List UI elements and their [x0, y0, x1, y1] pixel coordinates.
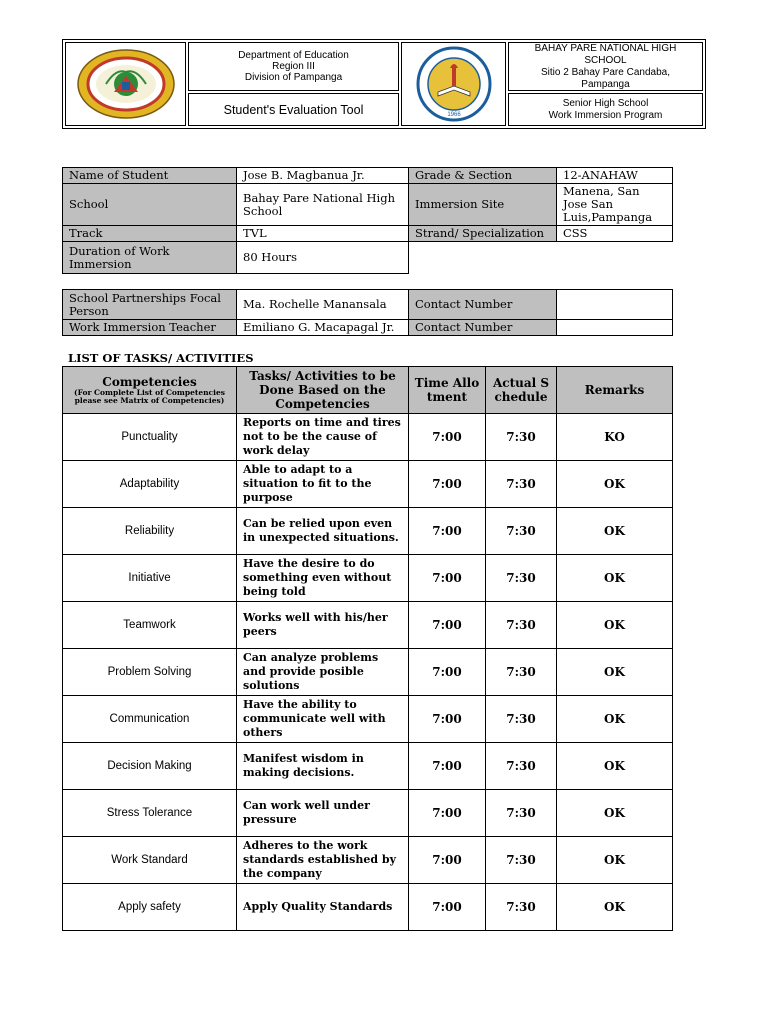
remarks-cell: OK [557, 790, 673, 837]
task-cell: Have the desire to do something even without being told [237, 555, 409, 602]
deped-logo-cell [65, 42, 186, 126]
table-row [63, 461, 673, 508]
task-cell: Reports on time and tires not to be the cause of work delay [237, 414, 409, 461]
grade-value: 12-ANAHAW [557, 168, 673, 184]
tasks-section-title: LIST OF TASKS/ ACTIVITIES [68, 351, 254, 365]
task-cell: Have the ability to communicate well with others [237, 696, 409, 743]
time-cell: 7:00 [409, 414, 486, 461]
dept-line3: Division of Pampanga [244, 72, 343, 83]
time-cell: 7:00 [409, 884, 486, 931]
actual-cell: 7:30 [486, 696, 557, 743]
tool-title-cell [188, 93, 399, 126]
task-cell: Can work well under pressure [237, 790, 409, 837]
task-cell: Manifest wisdom in making decisions. [237, 743, 409, 790]
actual-cell: 7:30 [486, 414, 557, 461]
table-row [63, 696, 673, 743]
remarks-cell: OK [557, 649, 673, 696]
duration-value: 80 Hours [237, 242, 409, 274]
tasks-table [62, 366, 673, 931]
focal-contact-label: Contact Number [409, 290, 557, 320]
deped-seal-icon [76, 48, 176, 120]
remarks-cell: OK [557, 555, 673, 602]
header-competencies [63, 367, 237, 414]
empty-space [409, 242, 673, 274]
department-cell [188, 42, 399, 91]
actual-cell: 7:30 [486, 884, 557, 931]
actual-cell: 7:30 [486, 461, 557, 508]
actual-cell: 7:30 [486, 743, 557, 790]
teacher-contact-label: Contact Number [409, 320, 557, 336]
actual-cell: 7:30 [486, 555, 557, 602]
school-value: Bahay Pare National High School [237, 184, 409, 226]
dept-line1: Department of Education [238, 50, 349, 61]
table-row [63, 743, 673, 790]
table-row [63, 790, 673, 837]
remarks-cell: OK [557, 696, 673, 743]
site-label: Immersion Site [409, 184, 557, 226]
time-cell: 7:00 [409, 461, 486, 508]
school-name-cell [508, 42, 703, 91]
svg-text:1966: 1966 [446, 112, 461, 118]
program-line2: Work Immersion Program [548, 109, 663, 121]
tasks-body [63, 414, 673, 931]
track-value: TVL [237, 226, 409, 242]
competency-cell: Stress Tolerance [63, 790, 237, 837]
school-name-line2: SCHOOL [584, 54, 627, 66]
competency-cell: Communication [63, 696, 237, 743]
competency-cell: Reliability [63, 508, 237, 555]
duration-label: Duration of Work Immersion [63, 242, 237, 274]
strand-value: CSS [557, 226, 673, 242]
remarks-cell: OK [557, 508, 673, 555]
task-cell: Can be relied upon even in unexpected situations. [237, 508, 409, 555]
table-row [63, 602, 673, 649]
header-tasks: Tasks/ Activities to be Done Based on the Competencies [237, 367, 409, 414]
name-label: Name of Student [63, 168, 237, 184]
actual-cell: 7:30 [486, 508, 557, 555]
header-remarks: Remarks [557, 367, 673, 414]
time-cell: 7:00 [409, 696, 486, 743]
remarks-cell: OK [557, 461, 673, 508]
task-cell: Adheres to the work standards established by the company [237, 837, 409, 884]
focal-contact-value [557, 290, 673, 320]
task-cell: Works well with his/her peers [237, 602, 409, 649]
table-row [63, 414, 673, 461]
table-row [63, 508, 673, 555]
student-info-table [62, 167, 673, 274]
table-row [63, 649, 673, 696]
competency-cell: Punctuality [63, 414, 237, 461]
school-logo-cell [401, 42, 506, 126]
school-address-line1: Sitio 2 Bahay Pare Candaba, [541, 66, 670, 78]
time-cell: 7:00 [409, 790, 486, 837]
remarks-cell: OK [557, 743, 673, 790]
contacts-table [62, 289, 673, 336]
actual-cell: 7:30 [486, 602, 557, 649]
competency-cell: Teamwork [63, 602, 237, 649]
time-cell: 7:00 [409, 743, 486, 790]
actual-cell: 7:30 [486, 790, 557, 837]
remarks-cell: OK [557, 884, 673, 931]
track-label: Track [63, 226, 237, 242]
header-time: Time Allotment [409, 367, 486, 414]
remarks-cell: KO [557, 414, 673, 461]
school-address-line2: Pampanga [581, 78, 630, 90]
school-name-line1: BAHAY PARE NATIONAL HIGH [534, 42, 677, 54]
table-row [63, 555, 673, 602]
site-value: Manena, San Jose San Luis,Pampanga [557, 184, 673, 226]
dept-line2: Region III [272, 61, 315, 72]
focal-label: School Partnerships Focal Person [63, 290, 237, 320]
header-actual: Actual Schedule [486, 367, 557, 414]
header-competencies-text: Competencies [102, 375, 197, 389]
actual-cell: 7:30 [486, 649, 557, 696]
competency-cell: Problem Solving [63, 649, 237, 696]
table-row [63, 884, 673, 931]
actual-cell: 7:30 [486, 837, 557, 884]
time-cell: 7:00 [409, 508, 486, 555]
grade-label: Grade & Section [409, 168, 557, 184]
time-cell: 7:00 [409, 555, 486, 602]
task-cell: Able to adapt to a situation to fit to the purpose [237, 461, 409, 508]
remarks-cell: OK [557, 837, 673, 884]
teacher-label: Work Immersion Teacher [63, 320, 237, 336]
program-cell [508, 93, 703, 126]
school-seal-icon [414, 46, 494, 122]
teacher-value: Emiliano G. Macapagal Jr. [237, 320, 409, 336]
task-cell: Apply Quality Standards [237, 884, 409, 931]
task-cell: Can analyze problems and provide posible solutions [237, 649, 409, 696]
school-label: School [63, 184, 237, 226]
focal-value: Ma. Rochelle Manansala [237, 290, 409, 320]
time-cell: 7:00 [409, 649, 486, 696]
remarks-cell: OK [557, 602, 673, 649]
program-line1: Senior High School [562, 97, 649, 109]
teacher-contact-value [557, 320, 673, 336]
strand-label: Strand/ Specialization [409, 226, 557, 242]
competency-cell: Adaptability [63, 461, 237, 508]
competency-cell: Apply safety [63, 884, 237, 931]
tool-title: Student's Evaluation Tool [223, 102, 364, 117]
time-cell: 7:00 [409, 602, 486, 649]
competency-cell: Decision Making [63, 743, 237, 790]
name-value: Jose B. Magbanua Jr. [237, 168, 409, 184]
table-row [63, 837, 673, 884]
header-competencies-note: (For Complete List of Competencies please see Matrix of Competencies) [74, 388, 225, 405]
time-cell: 7:00 [409, 837, 486, 884]
competency-cell: Work Standard [63, 837, 237, 884]
competency-cell: Initiative [63, 555, 237, 602]
